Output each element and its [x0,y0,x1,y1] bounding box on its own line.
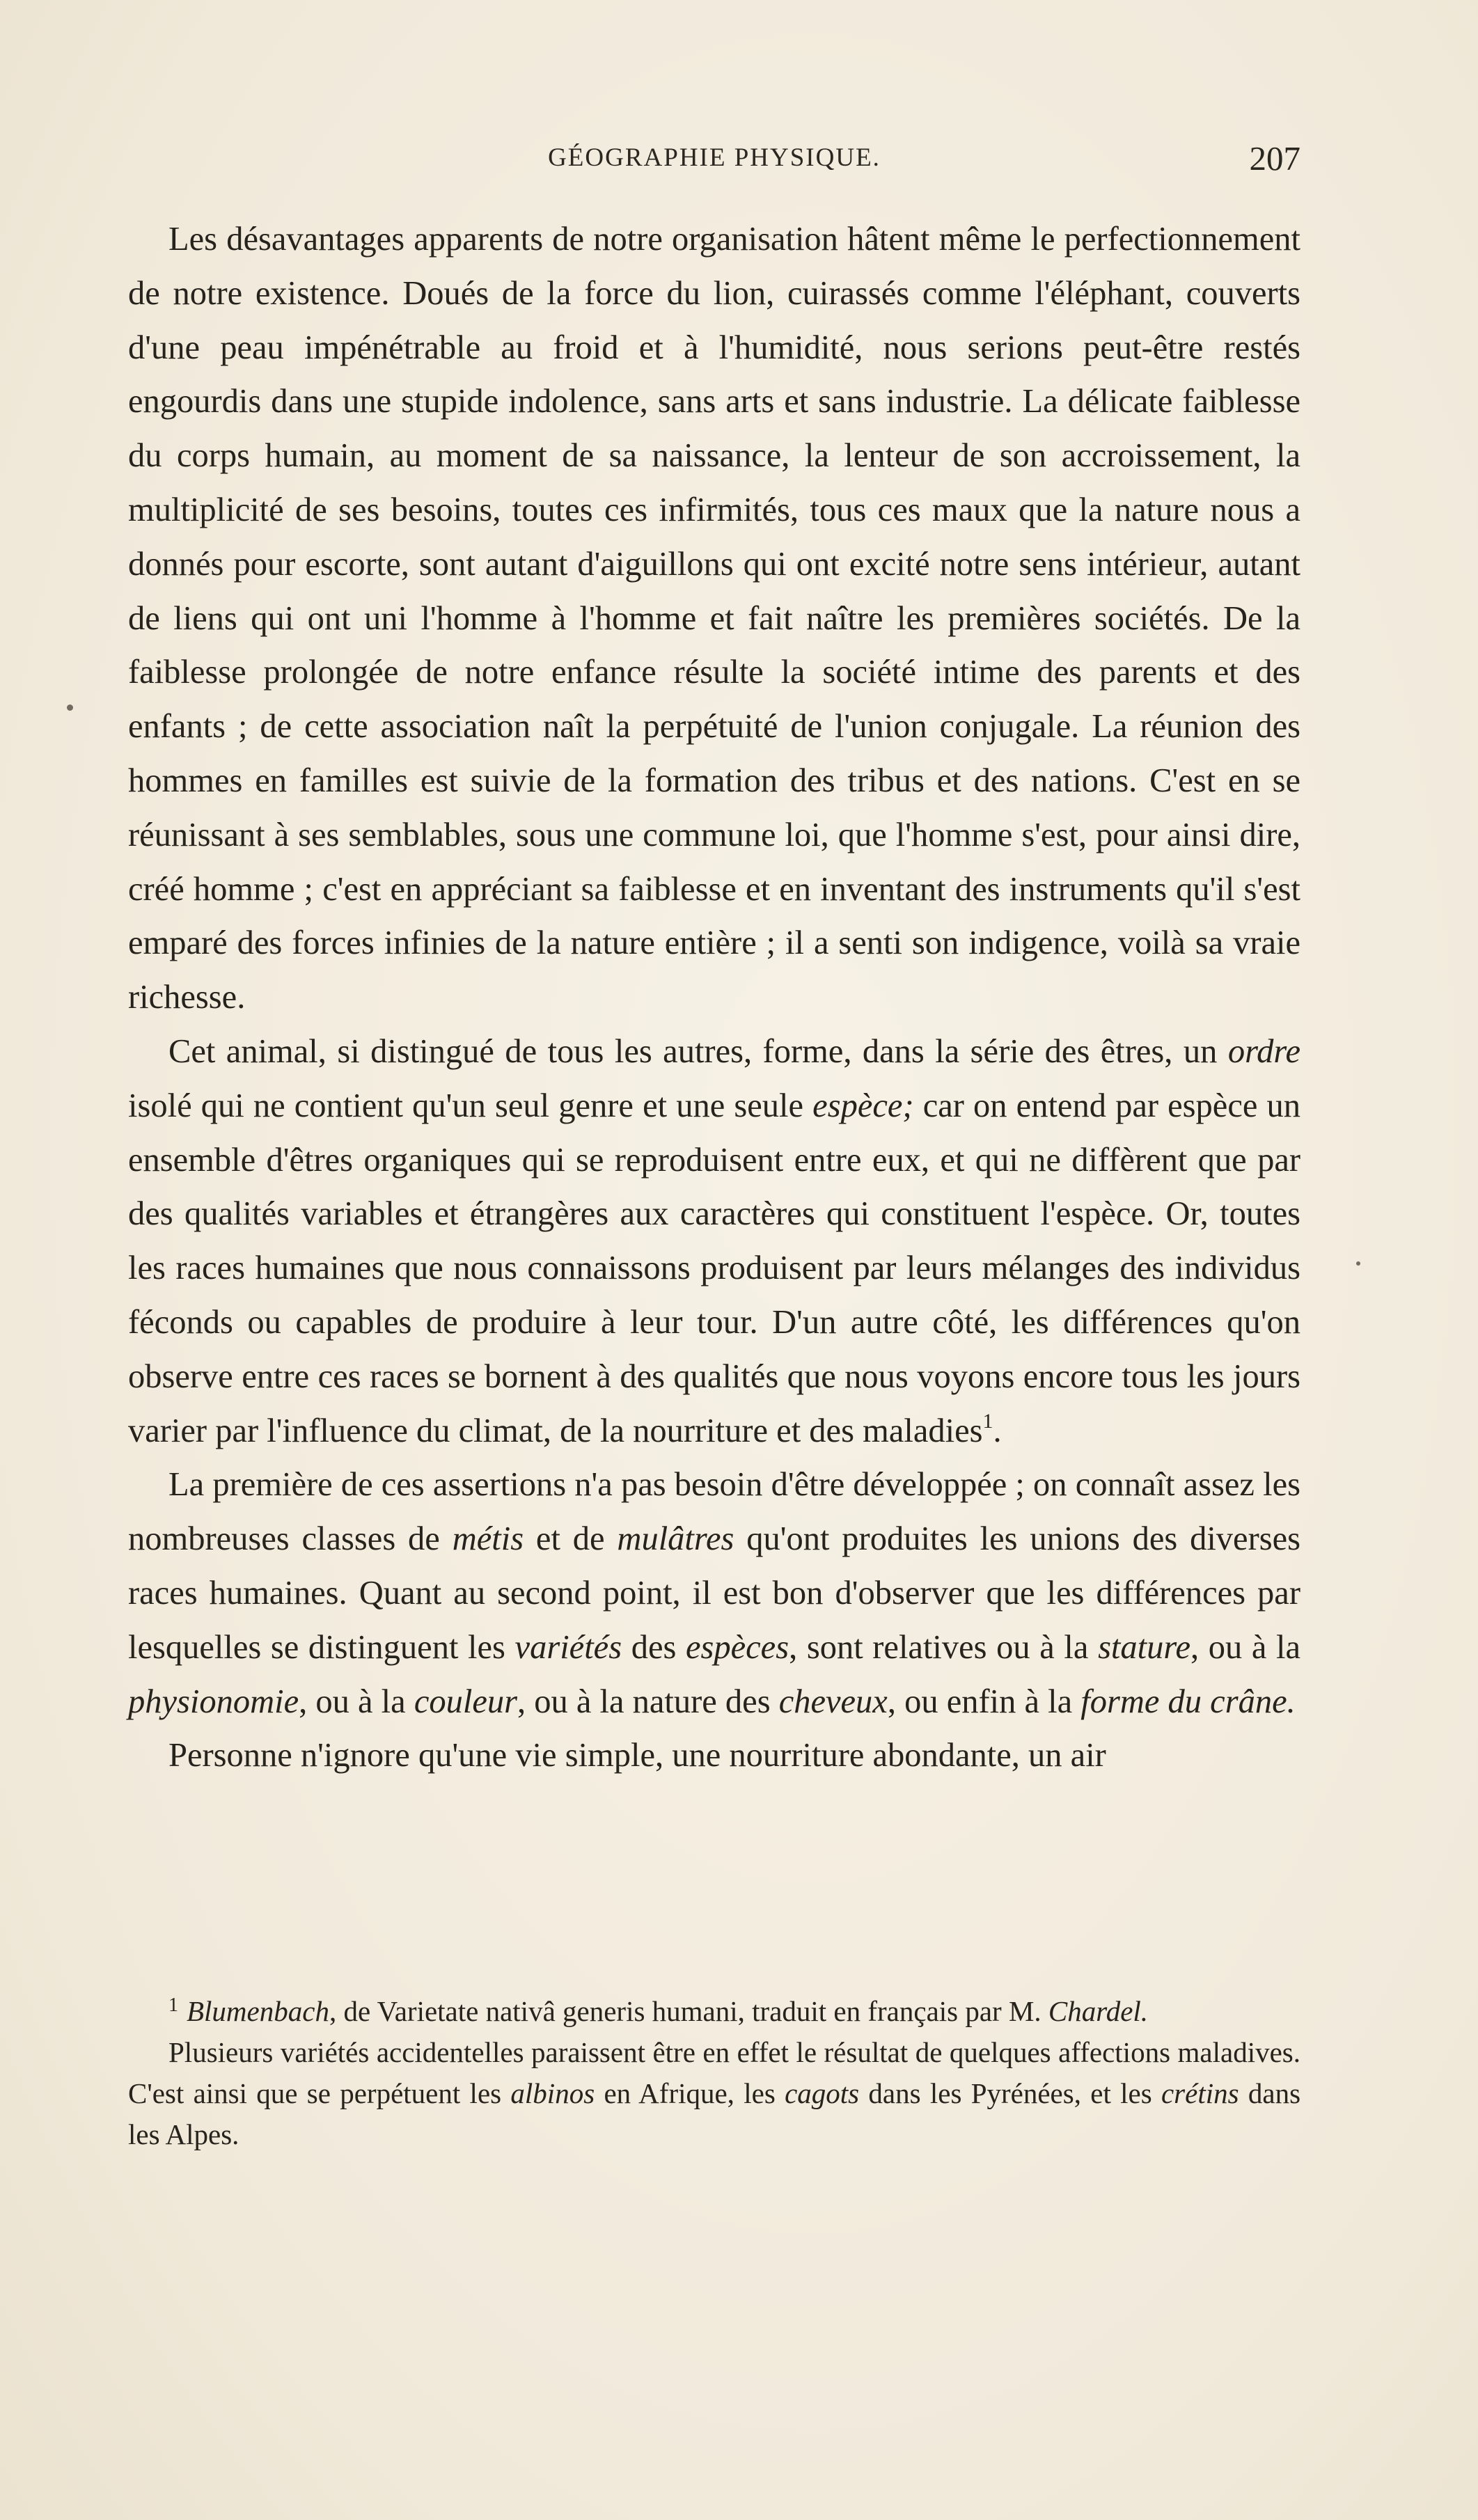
ink-speck-mark [1356,1261,1360,1266]
paragraph-1: Les désavantages apparents de notre organisation hâtent même le perfectionnement de notre existence. Doués de la force du lion, cuirassés comme l'éléphant, couverts d'une peau impénétrable au froid et à l'humidité, nous serions peut-être restés engourdis dans une stupide indolence, sans arts et sans industrie. La délicate faiblesse du corps humain, au moment de sa naissance, la lenteur de son accroissement, la multiplicité de ses besoins, toutes ces infirmités, tous ces maux que la nature nous a donnés pour escorte, sont autant d'aiguillons qui ont excité notre sens intérieur, autant de liens qui ont uni l'homme à l'homme et fait naître les premières sociétés. De la faiblesse prolongée de notre enfance résulte la société intime des parents et des enfants ; de cette association naît la perpétuité de l'union conjugale. La réunion des hommes en familles est suivie de la formation des tribus et des nations. C'est en se réunissant à ses semblables, sous une commune loi, que l'homme s'est, pour ainsi dire, créé homme ; c'est en appréciant sa faiblesse et en inventant des instruments qu'il s'est emparé des forces infinies de la nature entière ; il a senti son indigence, voilà sa vraie richesse. [128,221,1300,1016]
footnote-marker: 1 [168,1994,178,2016]
paragraph-4: Personne n'ignore qu'une vie simple, une nourriture abondante, un air [168,1737,1106,1774]
italic-term: cagots [785,2077,860,2109]
italic-term: espèce; [812,1087,914,1124]
italic-term: stature [1098,1628,1190,1666]
text-run: Cet animal, si distingué de tous les autres, forme, dans la série des êtres, un [168,1032,1228,1070]
footnote-2 [128,2032,1300,2155]
text-run: des [622,1628,686,1666]
page-number: 207 [1249,139,1300,178]
italic-term: Chardel. [1048,1995,1149,2027]
running-head: GÉOGRAPHIE PHYSIQUE. [548,143,881,172]
italic-term: ordre [1227,1032,1300,1070]
italic-term: cheveux [778,1683,888,1720]
ink-speck-mark [67,704,73,711]
italic-term: mulâtres [617,1520,734,1558]
text-run: La première de ces assertions n'a pas besoin d'être développée ; on connaît assez les nombreuses classes de [128,1466,1300,1558]
text-run: . [993,1412,1002,1449]
italic-term: couleur [414,1683,517,1720]
italic-term: Blumenbach [187,1995,329,2027]
footnotes [128,1991,1300,2155]
italic-term: variétés [514,1628,622,1666]
text-run: , ou à la [1190,1628,1300,1666]
paragraph-2 [128,1025,1300,1458]
text-run: dans les Pyrénées, et les [859,2077,1161,2109]
text-run: , de Varietate nativâ generis humani, traduit en français par M. [329,1995,1048,2027]
italic-term: crétins [1161,2077,1239,2109]
text-run: , ou à la [299,1683,414,1720]
italic-term: espèces [685,1628,789,1666]
text-run: isolé qui ne contient qu'un seul genre et une seule [128,1087,813,1124]
text-run: qu'ont produites les unions des diverses races humaines. Quant au second point, il est bon d'observer que les différences par lesquelles se distinguent les [128,1520,1300,1666]
main-text [128,212,1300,1783]
text-run: car on entend par espèce un ensemble d'êtres organiques qui se reproduisent entre eux, et qui ne diffèrent que par des qualités variables et étrangères aux caractères qui constituent l'espèce. Or, toutes les races humaines que nous connaissons produisent par leurs mélanges des individus féconds ou capables de produire à leur tour. D'un autre côté, les différences qu'on observe entre ces races se bornent à des qualités que nous voyons encore tous les jours varier par l'influence du climat, de la nourriture et des maladies [128,1087,1300,1449]
text-run: , ou enfin à la [887,1683,1081,1720]
italic-term: métis [452,1520,524,1558]
text-run: dans les Alpes. [128,2077,1301,2150]
text-run: Plusieurs variétés accidentelles paraissent être en effet le résultat de quelques affections maladives. C'est ainsi que se perpétuent les [128,2036,1300,2109]
text-run: en Afrique, les [595,2077,785,2109]
text-run: , sont relatives ou à la [789,1628,1099,1666]
paragraph-3 [128,1458,1300,1728]
italic-term: forme du crâne. [1080,1683,1296,1720]
footnote-1 [128,1991,1300,2032]
italic-term: albinos [510,2077,595,2109]
footnote-reference: 1 [982,1409,993,1433]
italic-term: physionomie [128,1683,299,1720]
text-run: , ou à la nature des [517,1683,779,1720]
page-header [128,139,1300,184]
text-run: et de [524,1520,618,1558]
